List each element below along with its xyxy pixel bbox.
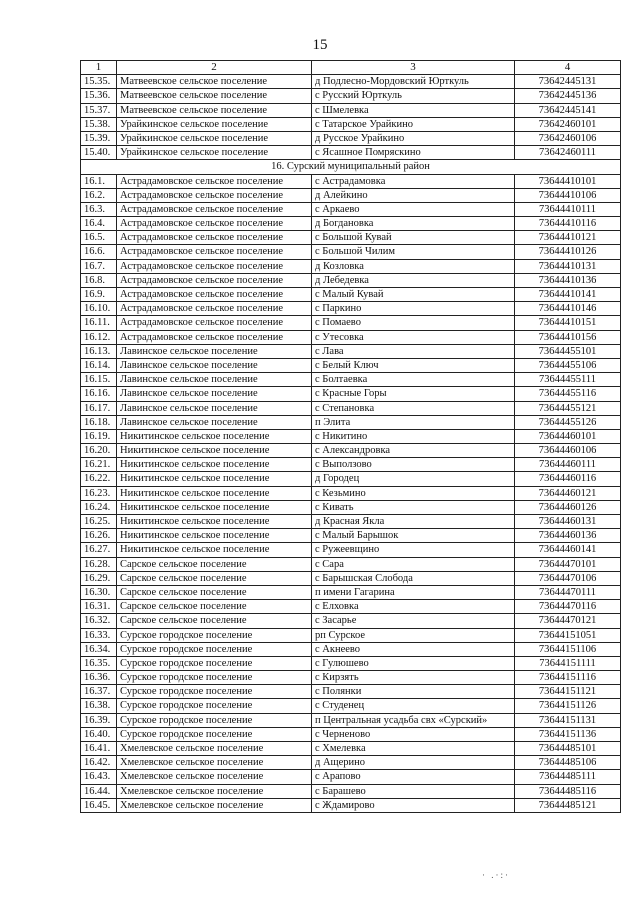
settlement-cell: Сарское сельское поселение (117, 557, 312, 571)
oktmo-code-cell: 73642460101 (515, 117, 621, 131)
settlement-cell: Лавинское сельское поселение (117, 415, 312, 429)
table-row (81, 671, 621, 685)
table-row (81, 288, 621, 302)
locality-cell: д Алейкино (312, 188, 515, 202)
oktmo-code-cell: 73644151111 (515, 656, 621, 670)
settlement-cell: Астрадамовское сельское поселение (117, 288, 312, 302)
settlement-cell: Астрадамовское сельское поселение (117, 174, 312, 188)
oktmo-code-cell: 73644151051 (515, 628, 621, 642)
settlement-cell: Астрадамовское сельское поселение (117, 302, 312, 316)
locality-cell: с Выползово (312, 458, 515, 472)
row-number-cell: 16.34. (81, 642, 117, 656)
settlement-cell: Никитинское сельское поселение (117, 472, 312, 486)
row-number-cell: 16.19. (81, 429, 117, 443)
row-number-cell: 16.31. (81, 600, 117, 614)
oktmo-code-cell: 73644455126 (515, 415, 621, 429)
locality-cell: д Красная Якла (312, 515, 515, 529)
settlement-cell: Сарское сельское поселение (117, 614, 312, 628)
table-row (81, 231, 621, 245)
table-row (81, 103, 621, 117)
locality-cell: д Городец (312, 472, 515, 486)
oktmo-code-cell: 73644410136 (515, 273, 621, 287)
row-number-cell: 16.15. (81, 373, 117, 387)
locality-cell: с Гулюшево (312, 656, 515, 670)
settlement-cell: Никитинское сельское поселение (117, 543, 312, 557)
row-number-cell: 16.44. (81, 784, 117, 798)
row-number-cell: 16.1. (81, 174, 117, 188)
row-number-cell: 16.7. (81, 259, 117, 273)
oktmo-code-cell: 73644410151 (515, 316, 621, 330)
table-row (81, 245, 621, 259)
table-row (81, 174, 621, 188)
settlement-cell: Лавинское сельское поселение (117, 387, 312, 401)
row-number-cell: 16.13. (81, 344, 117, 358)
header-cell-code: 4 (515, 61, 621, 75)
table-row (81, 699, 621, 713)
locality-cell: с Кезьмино (312, 486, 515, 500)
locality-cell: с Лава (312, 344, 515, 358)
row-number-cell: 16.2. (81, 188, 117, 202)
table-row (81, 642, 621, 656)
locality-cell: с Кирзять (312, 671, 515, 685)
table-row (81, 188, 621, 202)
locality-cell: с Никитино (312, 429, 515, 443)
row-number-cell: 16.21. (81, 458, 117, 472)
row-number-cell: 16.35. (81, 656, 117, 670)
table-row (81, 259, 621, 273)
settlement-cell: Сурское городское поселение (117, 713, 312, 727)
settlement-cell: Никитинское сельское поселение (117, 429, 312, 443)
oktmo-code-cell: 73644151126 (515, 699, 621, 713)
oktmo-code-cell: 73644455111 (515, 373, 621, 387)
table-row (81, 387, 621, 401)
settlement-cell: Астрадамовское сельское поселение (117, 217, 312, 231)
row-number-cell: 16.23. (81, 486, 117, 500)
oktmo-code-cell: 73644410116 (515, 217, 621, 231)
settlement-cell: Хмелевское сельское поселение (117, 784, 312, 798)
row-number-cell: 16.39. (81, 713, 117, 727)
table-row (81, 330, 621, 344)
oktmo-code-cell: 73644460136 (515, 529, 621, 543)
table-row (81, 515, 621, 529)
table-row (81, 444, 621, 458)
settlement-cell: Матвеевское сельское поселение (117, 75, 312, 89)
locality-cell: д Богдановка (312, 217, 515, 231)
locality-cell: с Большой Кувай (312, 231, 515, 245)
row-number-cell: 16.22. (81, 472, 117, 486)
locality-cell: рп Сурское (312, 628, 515, 642)
row-number-cell: 16.32. (81, 614, 117, 628)
table-row (81, 316, 621, 330)
settlement-cell: Никитинское сельское поселение (117, 529, 312, 543)
table-row (81, 600, 621, 614)
table-row (81, 131, 621, 145)
oktmo-code-cell: 73642460111 (515, 146, 621, 160)
oktmo-code-cell: 73644470111 (515, 585, 621, 599)
header-cell-number: 1 (81, 61, 117, 75)
row-number-cell: 16.18. (81, 415, 117, 429)
locality-cell: с Елховка (312, 600, 515, 614)
settlement-cell: Лавинское сельское поселение (117, 358, 312, 372)
oktmo-code-cell: 73644151116 (515, 671, 621, 685)
oktmo-code-cell: 73644460131 (515, 515, 621, 529)
locality-cell: с Хмелевка (312, 742, 515, 756)
table-row (81, 273, 621, 287)
settlement-cell: Сурское городское поселение (117, 671, 312, 685)
oktmo-code-cell: 73644151131 (515, 713, 621, 727)
settlement-cell: Хмелевское сельское поселение (117, 770, 312, 784)
locality-cell: с Малый Кувай (312, 288, 515, 302)
oktmo-code-cell: 73644460121 (515, 486, 621, 500)
table-row (81, 486, 621, 500)
table-row (81, 713, 621, 727)
row-number-cell: 15.39. (81, 131, 117, 145)
header-cell-locality: 3 (312, 61, 515, 75)
oktmo-code-cell: 73642445131 (515, 75, 621, 89)
table-row (81, 685, 621, 699)
locality-cell: с Татарское Урайкино (312, 117, 515, 131)
oktmo-code-cell: 73644410106 (515, 188, 621, 202)
table-row (81, 656, 621, 670)
table-row (81, 302, 621, 316)
row-number-cell: 16.4. (81, 217, 117, 231)
oktmo-code-cell: 73644410131 (515, 259, 621, 273)
oktmo-code-cell: 73644455106 (515, 358, 621, 372)
row-number-cell: 16.45. (81, 798, 117, 812)
oktmo-code-cell: 73644460141 (515, 543, 621, 557)
locality-cell: с Сара (312, 557, 515, 571)
row-number-cell: 16.20. (81, 444, 117, 458)
settlement-cell: Хмелевское сельское поселение (117, 742, 312, 756)
oktmo-code-cell: 73644485116 (515, 784, 621, 798)
table-row (81, 472, 621, 486)
locality-cell: с Ружеевщино (312, 543, 515, 557)
row-number-cell: 16.8. (81, 273, 117, 287)
settlement-cell: Лавинское сельское поселение (117, 344, 312, 358)
oktmo-code-cell: 73644485106 (515, 756, 621, 770)
row-number-cell: 16.33. (81, 628, 117, 642)
locality-cell: с Ясашное Помряскино (312, 146, 515, 160)
oktmo-code-cell: 73644151136 (515, 727, 621, 741)
settlement-cell: Лавинское сельское поселение (117, 401, 312, 415)
row-number-cell: 15.36. (81, 89, 117, 103)
locality-cell: с Русский Юрткуль (312, 89, 515, 103)
row-number-cell: 16.12. (81, 330, 117, 344)
settlement-cell: Лавинское сельское поселение (117, 373, 312, 387)
table-row (81, 571, 621, 585)
table-row (81, 557, 621, 571)
row-number-cell: 15.38. (81, 117, 117, 131)
table-row (81, 614, 621, 628)
locality-cell: с Степановка (312, 401, 515, 415)
row-number-cell: 16.41. (81, 742, 117, 756)
oktmo-code-cell: 73644460126 (515, 500, 621, 514)
table-row (81, 784, 621, 798)
settlement-cell: Сурское городское поселение (117, 628, 312, 642)
oktmo-code-cell: 73644410111 (515, 202, 621, 216)
locality-cell: с Барашево (312, 784, 515, 798)
oktmo-code-cell: 73642460106 (515, 131, 621, 145)
oktmo-code-cell: 73644410101 (515, 174, 621, 188)
settlement-cell: Астрадамовское сельское поселение (117, 188, 312, 202)
locality-cell: с Ждамирово (312, 798, 515, 812)
settlement-cell: Астрадамовское сельское поселение (117, 202, 312, 216)
settlement-cell: Астрадамовское сельское поселение (117, 273, 312, 287)
table-row (81, 373, 621, 387)
row-number-cell: 16.5. (81, 231, 117, 245)
table-row (81, 202, 621, 216)
oktmo-code-cell: 73644455121 (515, 401, 621, 415)
table-row (81, 543, 621, 557)
oktmo-code-cell: 73644485111 (515, 770, 621, 784)
table-row (81, 75, 621, 89)
table-row (81, 585, 621, 599)
table-row (81, 401, 621, 415)
table-row (81, 756, 621, 770)
locality-cell: с Большой Чилим (312, 245, 515, 259)
settlement-cell: Никитинское сельское поселение (117, 500, 312, 514)
locality-cell: д Ащерино (312, 756, 515, 770)
locality-cell: с Астрадамовка (312, 174, 515, 188)
settlement-cell: Сурское городское поселение (117, 727, 312, 741)
locality-cell: с Черненово (312, 727, 515, 741)
locality-cell: с Малый Барышок (312, 529, 515, 543)
row-number-cell: 16.27. (81, 543, 117, 557)
table-row (81, 429, 621, 443)
table-row (81, 727, 621, 741)
page-number: 15 (312, 37, 328, 53)
locality-cell: с Болтаевка (312, 373, 515, 387)
oktmo-code-cell: 73644410126 (515, 245, 621, 259)
oktmo-code-cell: 73644151106 (515, 642, 621, 656)
settlement-cell: Хмелевское сельское поселение (117, 756, 312, 770)
locality-cell: с Красные Горы (312, 387, 515, 401)
locality-cell: с Кивать (312, 500, 515, 514)
row-number-cell: 16.17. (81, 401, 117, 415)
row-number-cell: 16.24. (81, 500, 117, 514)
locality-cell: с Засарье (312, 614, 515, 628)
settlement-cell: Астрадамовское сельское поселение (117, 245, 312, 259)
settlement-cell: Матвеевское сельское поселение (117, 89, 312, 103)
settlement-cell: Астрадамовское сельское поселение (117, 259, 312, 273)
settlement-cell: Сарское сельское поселение (117, 600, 312, 614)
locality-cell: д Козловка (312, 259, 515, 273)
settlement-cell: Урайкинское сельское поселение (117, 117, 312, 131)
table-row (81, 742, 621, 756)
locality-cell: с Паркино (312, 302, 515, 316)
header-cell-settlement: 2 (117, 61, 312, 75)
locality-cell: п Центральная усадьба свх «Сурский» (312, 713, 515, 727)
oktmo-code-cell: 73644410121 (515, 231, 621, 245)
locality-cell: с Шмелевка (312, 103, 515, 117)
table-row (81, 770, 621, 784)
settlement-cell: Астрадамовское сельское поселение (117, 231, 312, 245)
row-number-cell: 16.9. (81, 288, 117, 302)
row-number-cell: 16.37. (81, 685, 117, 699)
locality-cell: д Лебедевка (312, 273, 515, 287)
oktmo-code-cell: 73644410146 (515, 302, 621, 316)
settlement-cell: Сарское сельское поселение (117, 585, 312, 599)
row-number-cell: 16.16. (81, 387, 117, 401)
row-number-cell: 16.36. (81, 671, 117, 685)
oktmo-code-cell: 73644470106 (515, 571, 621, 585)
locality-cell: с Утесовка (312, 330, 515, 344)
oktmo-code-cell: 73644470116 (515, 600, 621, 614)
locality-cell: с Помаево (312, 316, 515, 330)
table-row (81, 344, 621, 358)
locality-cell: п имени Гагарина (312, 585, 515, 599)
oktmo-code-cell: 73644485101 (515, 742, 621, 756)
settlement-cell: Никитинское сельское поселение (117, 486, 312, 500)
settlement-cell: Сурское городское поселение (117, 685, 312, 699)
locality-cell: д Русское Урайкино (312, 131, 515, 145)
table-header-row (81, 61, 621, 75)
table-row (81, 529, 621, 543)
table-row (81, 217, 621, 231)
row-number-cell: 16.25. (81, 515, 117, 529)
oktmo-code-cell: 73644460101 (515, 429, 621, 443)
row-number-cell: 16.40. (81, 727, 117, 741)
row-number-cell: 16.43. (81, 770, 117, 784)
locality-cell: с Арапово (312, 770, 515, 784)
table-row (81, 117, 621, 131)
table-row (81, 358, 621, 372)
oktmo-code-cell: 73642445141 (515, 103, 621, 117)
settlement-cell: Сурское городское поселение (117, 656, 312, 670)
row-number-cell: 16.29. (81, 571, 117, 585)
locality-cell: д Подлесно-Мордовский Юрткуль (312, 75, 515, 89)
table-row (81, 500, 621, 514)
table-row (81, 798, 621, 812)
oktmo-code-cell: 73644470121 (515, 614, 621, 628)
row-number-cell: 16.28. (81, 557, 117, 571)
oktmo-code-cell: 73644455101 (515, 344, 621, 358)
locality-cell: с Полянки (312, 685, 515, 699)
table-row (81, 146, 621, 160)
locality-cell: с Аркаево (312, 202, 515, 216)
oktmo-code-cell: 73644470101 (515, 557, 621, 571)
oktmo-code-cell: 73644410156 (515, 330, 621, 344)
row-number-cell: 16.10. (81, 302, 117, 316)
table-row (81, 458, 621, 472)
row-number-cell: 16.3. (81, 202, 117, 216)
locality-cell: с Белый Ключ (312, 358, 515, 372)
oktmo-code-cell: 73644460111 (515, 458, 621, 472)
oktmo-code-cell: 73644485121 (515, 798, 621, 812)
settlement-cell: Хмелевское сельское поселение (117, 798, 312, 812)
oktmo-code-cell: 73644455116 (515, 387, 621, 401)
locality-cell: п Элита (312, 415, 515, 429)
table-row (81, 415, 621, 429)
section-heading: 16. Сурский муниципальный район (81, 160, 621, 174)
settlement-cell: Астрадамовское сельское поселение (117, 330, 312, 344)
settlement-cell: Урайкинское сельское поселение (117, 146, 312, 160)
locality-cell: с Барышская Слобода (312, 571, 515, 585)
scan-speckle-decoration: · .·:· (482, 870, 510, 880)
table-body (81, 61, 621, 813)
settlement-cell: Сурское городское поселение (117, 642, 312, 656)
row-number-cell: 16.11. (81, 316, 117, 330)
locality-cell: с Акнеево (312, 642, 515, 656)
oktmo-code-cell: 73644460116 (515, 472, 621, 486)
row-number-cell: 16.6. (81, 245, 117, 259)
row-number-cell: 16.14. (81, 358, 117, 372)
row-number-cell: 16.42. (81, 756, 117, 770)
settlement-cell: Сарское сельское поселение (117, 571, 312, 585)
locality-cell: с Александровка (312, 444, 515, 458)
settlement-cell: Астрадамовское сельское поселение (117, 316, 312, 330)
settlement-cell: Урайкинское сельское поселение (117, 131, 312, 145)
settlement-cell: Никитинское сельское поселение (117, 515, 312, 529)
oktmo-code-cell: 73644460106 (515, 444, 621, 458)
settlement-cell: Никитинское сельское поселение (117, 458, 312, 472)
table-row (81, 89, 621, 103)
settlement-cell: Матвеевское сельское поселение (117, 103, 312, 117)
locality-cell: с Студенец (312, 699, 515, 713)
settlement-cell: Сурское городское поселение (117, 699, 312, 713)
row-number-cell: 15.40. (81, 146, 117, 160)
settlements-table (80, 60, 621, 813)
oktmo-code-cell: 73644151121 (515, 685, 621, 699)
section-heading-row (81, 160, 621, 174)
settlement-cell: Никитинское сельское поселение (117, 444, 312, 458)
row-number-cell: 16.30. (81, 585, 117, 599)
row-number-cell: 16.26. (81, 529, 117, 543)
row-number-cell: 16.38. (81, 699, 117, 713)
oktmo-code-cell: 73644410141 (515, 288, 621, 302)
row-number-cell: 15.35. (81, 75, 117, 89)
table-row (81, 628, 621, 642)
row-number-cell: 15.37. (81, 103, 117, 117)
oktmo-code-cell: 73642445136 (515, 89, 621, 103)
